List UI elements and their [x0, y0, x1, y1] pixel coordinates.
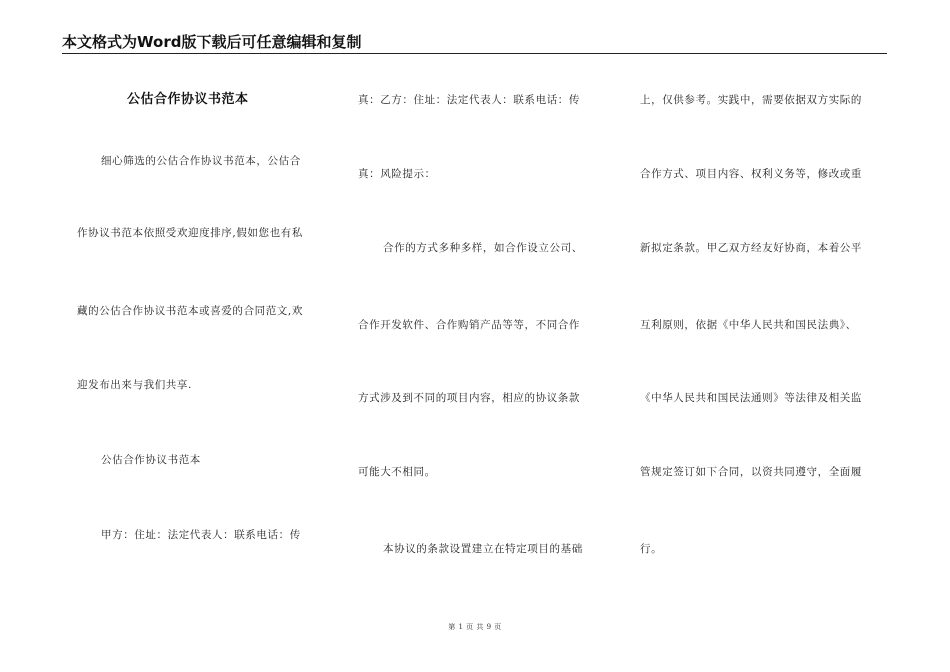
page-number: 第 1 页 共 9 页: [448, 623, 502, 631]
page-header: [62, 33, 887, 54]
paragraph-line: 新拟定条款。甲乙双方经友好协商，本着公平: [640, 242, 862, 254]
paragraph-line: 藏的公估合作协议书范本或喜爱的合同范文,欢: [77, 305, 303, 317]
document-title: 公估合作协议书范本: [127, 92, 249, 107]
paragraph-line: 方式涉及到不同的项目内容，相应的协议条款: [358, 392, 580, 404]
paragraph-line: 本协议的条款设置建立在特定项目的基础: [383, 543, 583, 555]
paragraph-line: 真：风险提示：: [358, 168, 436, 180]
paragraph-line: 合作方式、项目内容、权利义务等，修改或重: [640, 168, 862, 180]
header-text: 本文格式为Word版下载后可任意编辑和复制: [62, 33, 362, 51]
paragraph-line: 上，仅供参考。实践中，需要依据双方实际的: [640, 94, 862, 106]
paragraph-line: 迎发布出来与我们共享.: [77, 379, 192, 391]
paragraph-line: 甲方：住址：法定代表人：联系电话：传: [101, 529, 301, 541]
paragraph-line: 真：乙方：住址：法定代表人：联系电话：传: [358, 94, 580, 106]
section-heading: 公估合作协议书范本: [101, 454, 201, 466]
paragraph-line: 管规定签订如下合同，以资共同遵守，全面履: [640, 466, 862, 478]
paragraph-line: 《中华人民共和国民法通则》等法律及相关监: [640, 392, 862, 404]
paragraph-line: 可能大不相同。: [358, 466, 436, 478]
paragraph-line: 作协议书范本依照受欢迎度排序,假如您也有私: [77, 227, 303, 239]
paragraph-line: 行。: [640, 543, 663, 555]
paragraph-line: 合作开发软件、合作购销产品等等，不同合作: [358, 319, 580, 331]
paragraph-line: 合作的方式多种多样，如合作设立公司、: [383, 242, 583, 254]
paragraph-line: 互利原则，依据《中华人民共和国民法典》、: [640, 319, 857, 331]
paragraph-line: 细心筛选的公估合作协议书范本，公估合: [101, 155, 301, 167]
